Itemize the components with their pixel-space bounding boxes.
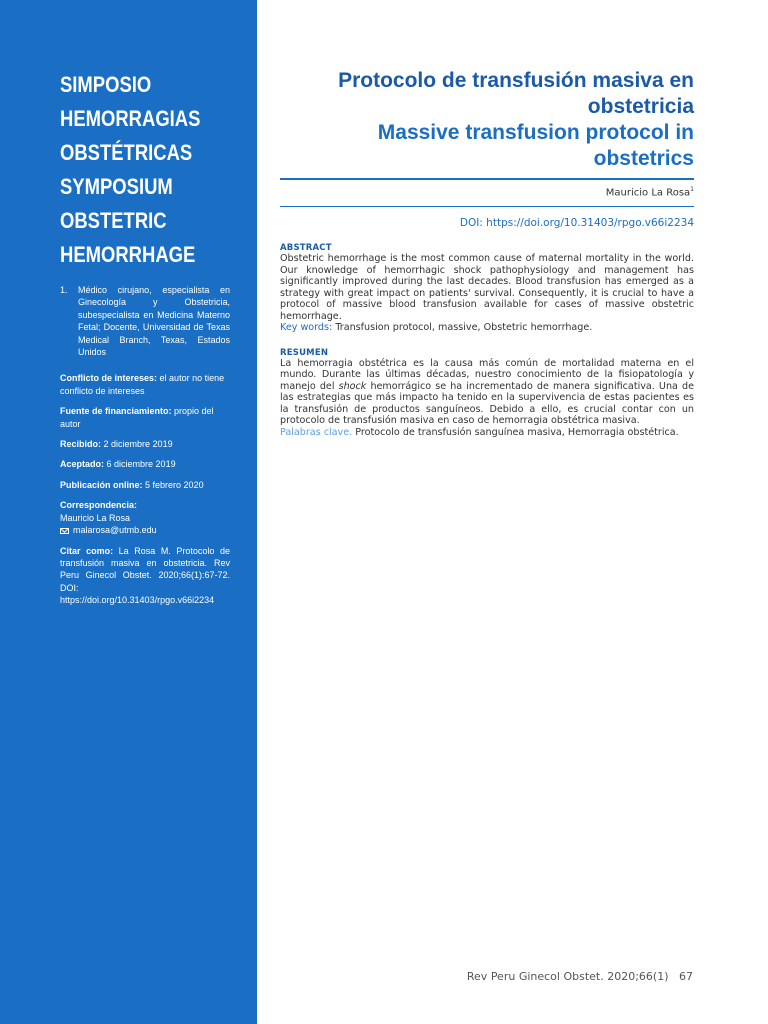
conflict-value: el autor no tiene conflicto de intereses: [60, 373, 225, 396]
resumen-text: La hemorragia obstétrica es la causa más común de mortalidad materna en el mundo. Durante las últimas décadas, nuestro conocimiento de la fisiopatología y manejo del shock hemorrágico se ha incrementado de manera significativa. Una de las estrategias que más impacto ha tenido en la supervivencia de estas pacientes es la transfusión de productos sanguíneos. Debido a ello, es crucial contar con un protocolo de transfusión masiva en caso de hemorragia obstétrica masiva.: [280, 357, 694, 427]
resumen-section: [280, 348, 694, 439]
envelope-icon: [60, 528, 69, 534]
page-footer: [467, 970, 693, 983]
abstract-text: Obstetric hemorrhage is the most common cause of maternal mortality in the world. Our knowledge of hemorrhagic shock pathophysiology and management has significantly improved during the last decades. Blood transfusion has emerged as a strategy with great impact on patients' survival. Consequently, it is crucial to have a protocol of massive blood transfusion available for cases of massive obstetric hemorrhage.: [280, 253, 694, 322]
correspondence-name: Mauricio La Rosa: [60, 512, 131, 523]
journal-citation: Rev Peru Ginecol Obstet. 2020;66(1): [466, 970, 669, 983]
abstract-section: [280, 243, 694, 334]
conflict-label: Conflicto de intereses:: [60, 373, 158, 384]
symposium-title-line: OBSTÉTRICAS: [60, 140, 193, 165]
palabras-clave: [280, 427, 694, 439]
abstract-heading: ABSTRACT: [280, 243, 332, 254]
author-name: Mauricio La Rosa: [605, 187, 691, 199]
article-main: [280, 68, 694, 452]
palabras-label: Palabras clave.: [280, 426, 353, 438]
citation: [60, 545, 230, 607]
funding-value: propio del autor: [60, 406, 214, 429]
affiliation-number: 1.: [60, 285, 68, 295]
received-date: [60, 438, 230, 450]
article-title-english: Massive transfusion protocol in obstetrics: [377, 121, 694, 170]
correspondence-label: Correspondencia:: [60, 500, 138, 511]
palabras-value: Protocolo de transfusión sanguínea masiva, Hemorragia obstétrica.: [355, 426, 679, 438]
title-divider: [280, 178, 694, 180]
correspondence-email[interactable]: malarosa@utmb.edu: [73, 525, 157, 536]
author-divider: [280, 206, 694, 207]
symposium-title-line: HEMORRAGIAS: [60, 106, 201, 131]
received-label: Recibido:: [60, 439, 102, 450]
page-number: 67: [679, 970, 693, 983]
keywords-value: Transfusion protocol, massive, Obstetric hemorrhage.: [335, 322, 593, 334]
affiliation-text: Médico cirujano, especialista en Ginecología y Obstetricia, subespecialista en Medicina Materno Fetal; Docente, Universidad de Texas Medical Branch, Texas, Estados Unidos: [78, 285, 230, 358]
accepted-value: 6 diciembre 2019: [106, 459, 176, 470]
cite-label: Citar como:: [60, 545, 114, 556]
symposium-title-line: HEMORRHAGE: [60, 242, 196, 267]
symposium-title-line: OBSTETRIC: [60, 208, 167, 233]
published-date: [60, 479, 230, 491]
keywords: [280, 322, 694, 334]
article-title-spanish: Protocolo de transfusión masiva en obstetricia: [338, 69, 694, 118]
cite-value: La Rosa M. Protocolo de transfusión masiva en obstetricia. Rev Peru Ginecol Obstet. 2020;66(1):67-72. DOI: https://doi.org/10.31403/rpgo.v66i2234: [60, 545, 230, 606]
received-value: 2 diciembre 2019: [103, 439, 173, 450]
symposium-title-line: SYMPOSIUM: [60, 174, 173, 199]
symposium-title-line: SIMPOSIO: [60, 72, 152, 97]
funding-label: Fuente de financiamiento:: [60, 406, 172, 417]
resumen-heading: RESUMEN: [280, 347, 329, 358]
accepted-date: [60, 458, 230, 470]
published-value: 5 febrero 2020: [145, 479, 204, 490]
author-line: [280, 186, 694, 198]
correspondence: [60, 499, 230, 536]
symposium-title: [60, 68, 249, 272]
author-affiliation: [60, 284, 230, 358]
accepted-label: Aceptado:: [60, 459, 105, 470]
doi-link[interactable]: DOI: https://doi.org/10.31403/rpgo.v66i2234: [459, 217, 694, 230]
author-superscript: 1: [690, 186, 694, 193]
conflict-of-interest: [60, 372, 230, 397]
sidebar: [0, 0, 257, 1024]
published-label: Publicación online:: [60, 479, 143, 490]
keywords-label: Key words:: [280, 322, 333, 334]
funding: [60, 405, 230, 430]
